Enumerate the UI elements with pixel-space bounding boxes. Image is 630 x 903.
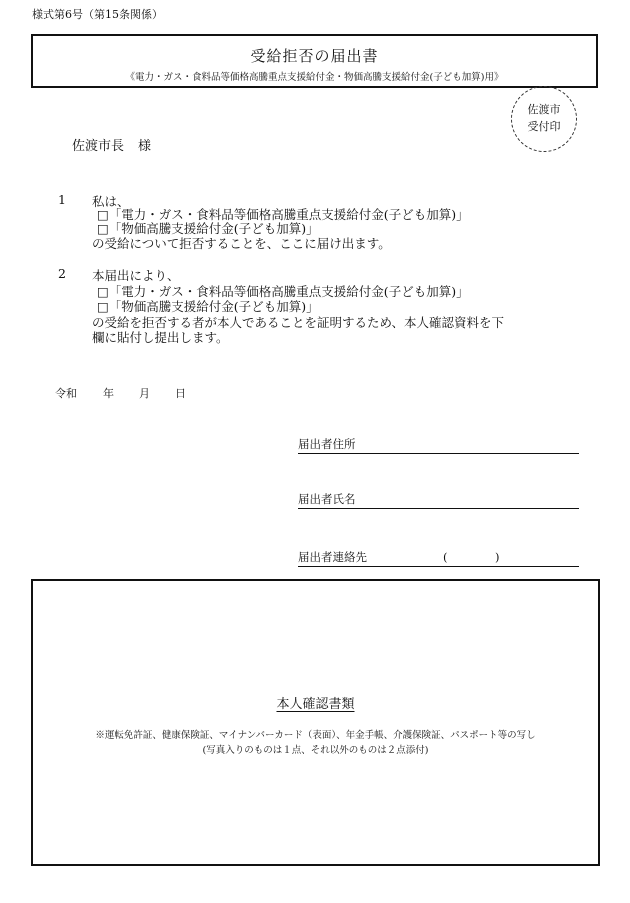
item1-option1-checkbox[interactable]: □「電力・ガス・食料品等価格高騰重点支援給付金(子ども加算)」: [97, 207, 469, 222]
item1-closing: の受給について拒否することを、ここに届け出ます。: [92, 236, 391, 251]
item2-closing-line1: の受給を拒否する者が本人であることを証明するため、本人確認資料を下: [92, 315, 505, 330]
id-section-title: 本人確認書類: [276, 697, 355, 712]
stamp-line-2: 受付印: [527, 120, 561, 133]
id-document-attachment-area[interactable]: [31, 579, 600, 866]
date-month: 月: [139, 387, 150, 400]
addressee: [72, 135, 151, 154]
addressee-honorific: 様: [138, 139, 152, 154]
contact-paren-close: ): [495, 550, 500, 564]
contact-field[interactable]: [298, 548, 579, 567]
id-note-line1: ※運転免許証、健康保険証、マイナンバーカード（表面）、年金手帳、介護保険証、パスポート等の写し: [95, 730, 536, 741]
document-subtitle: 《電力・ガス・食料品等価格高騰重点支援給付金・物価高騰支援給付金(子ども加算)用》: [125, 72, 504, 83]
name-label: 届出者氏名: [298, 492, 356, 506]
item2-closing-line2: 欄に貼付し提出します。: [92, 330, 229, 345]
date-year: 年: [103, 387, 114, 400]
reception-stamp-circle: [511, 86, 577, 152]
item1-number: 1: [58, 192, 66, 207]
address-label: 届出者住所: [298, 437, 356, 451]
id-note-line2: (写真入りのものは１点、それ以外のものは２点添付): [202, 745, 429, 756]
contact-label: 届出者連絡先: [298, 550, 367, 564]
name-field[interactable]: [298, 490, 579, 509]
date-era: 令和: [55, 387, 77, 400]
item1-lead: 私は、: [92, 194, 130, 209]
document-title: 受給拒否の届出書: [250, 47, 379, 65]
stamp-line-1: 佐渡市: [527, 103, 561, 116]
item2-lead: 本届出により、: [92, 268, 180, 283]
item2-option2-checkbox[interactable]: □「物価高騰支援給付金(子ども加算)」: [97, 299, 319, 314]
item2-option1-checkbox[interactable]: □「電力・ガス・食料品等価格高騰重点支援給付金(子ども加算)」: [97, 284, 469, 299]
contact-paren-open: (: [443, 550, 448, 564]
id-section-title-wrap: [33, 693, 598, 712]
item2-number: 2: [58, 266, 66, 281]
item1-option2-checkbox[interactable]: □「物価高騰支援給付金(子ども加算)」: [97, 221, 319, 236]
date-day: 日: [175, 387, 186, 400]
form-number: 様式第6号（第15条関係）: [32, 8, 163, 21]
addressee-name: 佐渡市長: [72, 139, 125, 154]
address-field[interactable]: [298, 435, 579, 454]
date-line: [55, 385, 186, 401]
title-box: [31, 34, 598, 88]
